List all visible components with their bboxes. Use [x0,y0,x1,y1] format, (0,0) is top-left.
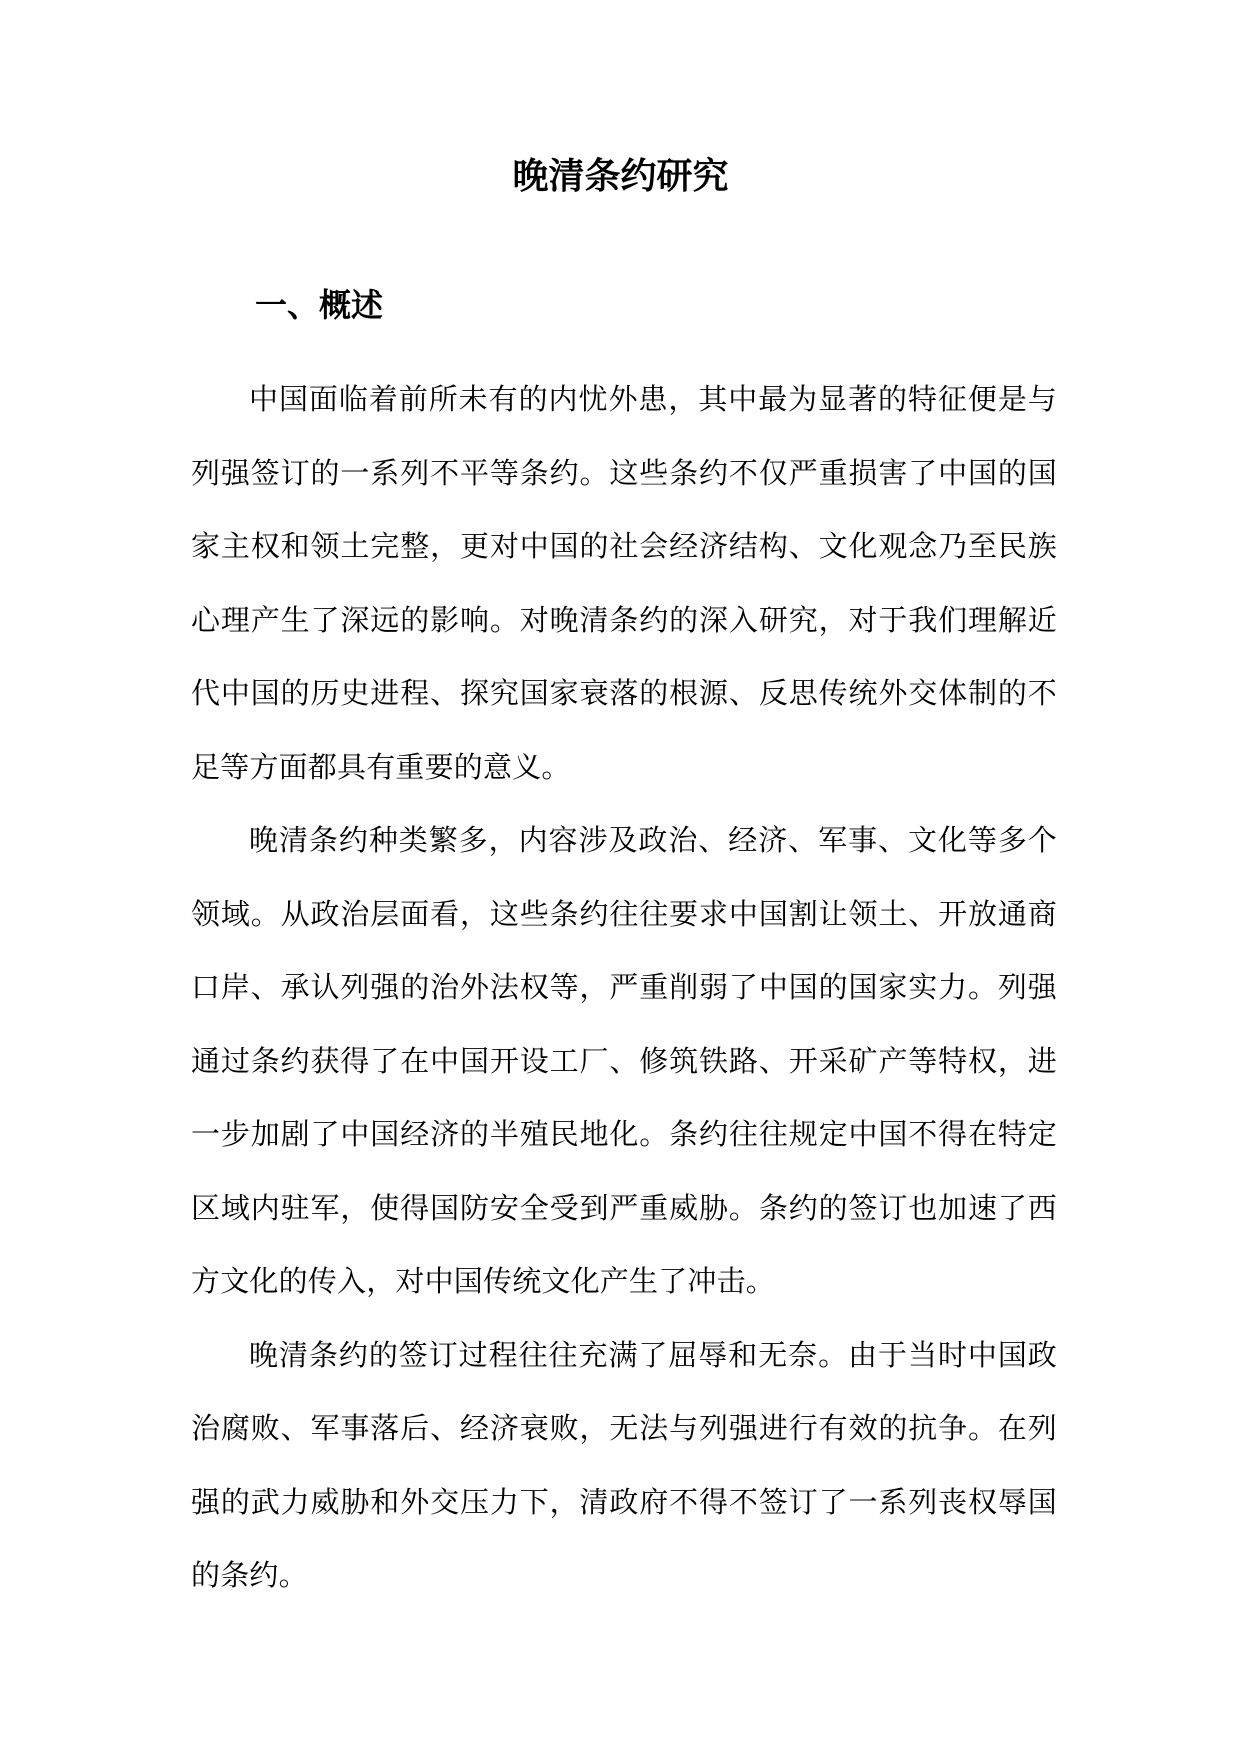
section-heading: 一、概述 [255,286,384,324]
paragraph: 晚清条约的签订过程往往充满了屈辱和无奈。由于当时中国政治腐败、军事落后、经济衰败，无法与列强进行有效的抗争。在列强的武力威胁和外交压力下，清政府不得不签订了一系列丧权辱国的条约。 [191,1337,1057,1592]
paragraph: 晚清条约种类繁多，内容涉及政治、经济、军事、文化等多个领域。从政治层面看，这些条约往往要求中国割让领土、开放通商口岸、承认列强的治外法权等，严重削弱了中国的国家实力。列强通过条约获得了在中国开设工厂、修筑铁路、开采矿产等特权，进一步加剧了中国经济的半殖民地化。条约往往规定中国不得在特定区域内驻军，使得国防安全受到严重威胁。条约的签订也加速了西方文化的传入，对中国传统文化产生了冲击。 [191,823,1057,1298]
page-title: 晚清条约研究 [512,155,729,197]
section-body [191,363,1057,1613]
paragraph: 中国面临着前所未有的内忧外患，其中最为显著的特征便是与列强签订的一系列不平等条约。这些条约不仅严重损害了中国的国家主权和领土完整，更对中国的社会经济结构、文化观念乃至民族心理产生了深远的影响。对晚清条约的深入研究，对于我们理解近代中国的历史进程、探究国家衰落的根源、反思传统外交体制的不足等方面都具有重要的意义。 [191,382,1057,784]
